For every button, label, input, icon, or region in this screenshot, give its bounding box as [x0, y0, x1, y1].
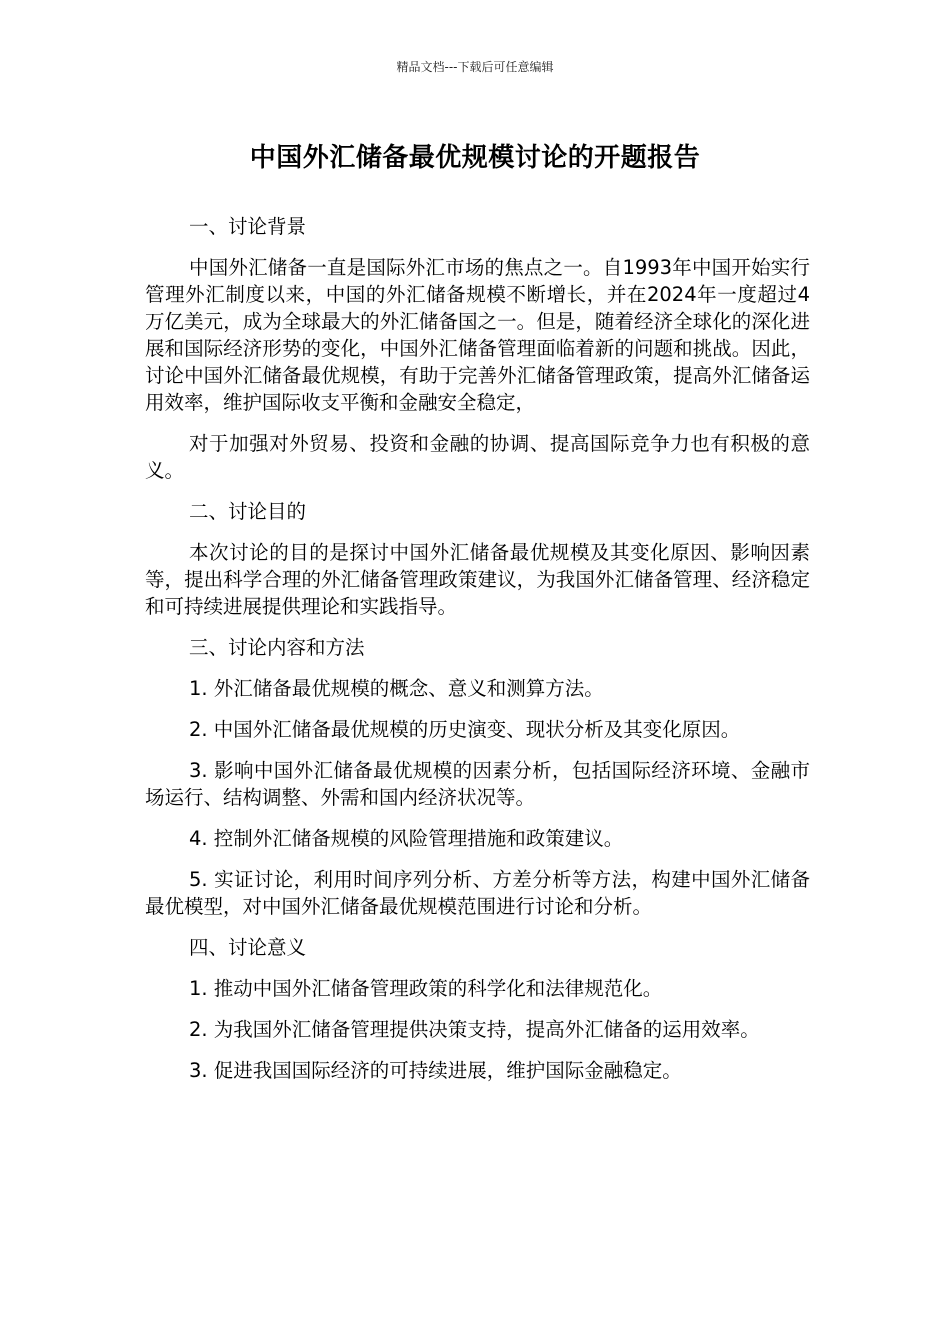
section-heading-background: 一、讨论背景: [189, 215, 307, 238]
list-item-significance-2: 2. 为我国外汇储备管理提供决策支持，提高外汇储备的运用效率。: [189, 1018, 760, 1041]
paragraph-background: 中国外汇储备一直是国际外汇市场的焦点之一。自1993年中国开始实行管理外汇制度以来，中国的外汇储备规模不断增长，并在2024年一度超过4万亿美元，成为全球最大的外汇储备国之一。但是，随着经济全球化的深化进展和国际经济形势的变化，中国外汇储备管理面临着新的问题和挑战。因此，讨论中国外汇储备最优规模，有助于完善外汇储备管理政策，提高外汇储备运用效率，维护国际收支平衡和金融安全稳定，: [145, 256, 810, 414]
list-item-content-4: 4. 控制外汇储备规模的风险管理措施和政策建议。: [189, 827, 624, 850]
list-item-content-2: 2. 中国外汇储备最优规模的历史演变、现状分析及其变化原因。: [189, 718, 741, 741]
section-heading-significance: 四、讨论意义: [189, 936, 307, 959]
paragraph-background-continued: 对于加强对外贸易、投资和金融的协调、提高国际竞争力也有积极的意义。: [145, 432, 810, 482]
paragraph-purpose: 本次讨论的目的是探讨中国外汇储备最优规模及其变化原因、影响因素等，提出科学合理的外汇储备管理政策建议，为我国外汇储备管理、经济稳定和可持续进展提供理论和实践指导。: [145, 541, 810, 618]
list-item-significance-1: 1. 推动中国外汇储备管理政策的科学化和法律规范化。: [189, 977, 663, 1000]
list-item-content-5: 5. 实证讨论，利用时间序列分析、方差分析等方法，构建中国外汇储备最优模型，对中国外汇储备最优规模范围进行讨论和分析。: [145, 868, 810, 918]
document-title: 中国外汇储备最优规模讨论的开题报告: [249, 143, 701, 173]
list-item-significance-3: 3. 促进我国国际经济的可持续进展，维护国际金融稳定。: [189, 1059, 682, 1082]
document-body: [145, 213, 810, 1098]
list-item-content-1: 1. 外汇储备最优规模的概念、意义和测算方法。: [189, 677, 604, 700]
section-heading-content-method: 三、讨论内容和方法: [189, 636, 365, 659]
list-item-content-3: 3. 影响中国外汇储备最优规模的因素分析，包括国际经济环境、金融市场运行、结构调整、外需和国内经济状况等。: [145, 759, 810, 809]
section-heading-purpose: 二、讨论目的: [189, 500, 307, 523]
header-note: 精品文档---下载后可任意编辑: [396, 60, 554, 74]
